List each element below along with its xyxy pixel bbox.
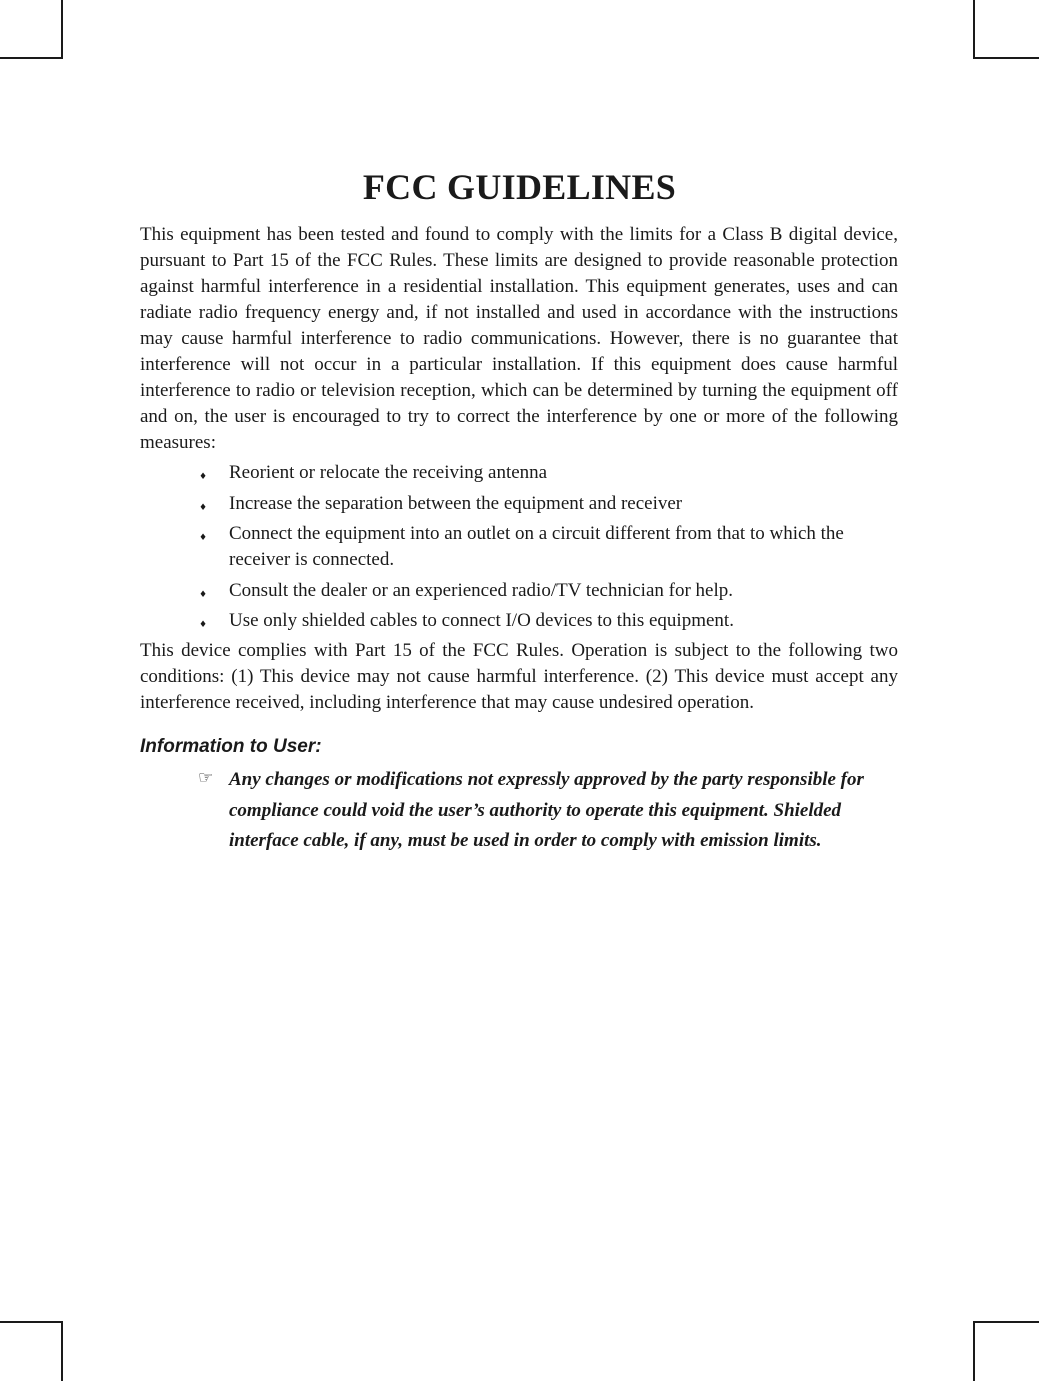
page-title: FCC GUIDELINES [362, 167, 677, 207]
crop-mark-bottom-right-horizontal [973, 1321, 1039, 1323]
list-item-text: Connect the equipment into an outlet on a circuit different from that to which the receiver is connected. [229, 523, 844, 570]
list-item-text: Reorient or relocate the receiving antenna [229, 462, 548, 483]
compliance-paragraph: This device complies with Part 15 of the FCC Rules. Operation is subject to the following two conditions: (1) This device may not cause harmful interference. (2) This device must accept any interference received, including interference that may cause undesired operation. [140, 640, 898, 713]
measures-list [140, 460, 898, 634]
info-heading: Information to User: [140, 736, 322, 757]
crop-mark-bottom-left-horizontal [0, 1321, 63, 1323]
list-item [140, 608, 898, 634]
list-item [140, 578, 898, 604]
crop-mark-top-right-vertical [973, 0, 975, 59]
info-notice-text: Any changes or modifications not expressly approved by the party responsible for compliance could void the user’s authority to operate this equipment. Shielded interface cable, if any, must be used in order to comply with emission limits. [229, 769, 864, 851]
document-body [140, 222, 898, 857]
list-item [140, 460, 898, 486]
crop-mark-top-right-horizontal [973, 57, 1039, 59]
crop-mark-bottom-left-vertical [61, 1321, 63, 1381]
diamond-bullet-icon: ♦ [199, 620, 208, 630]
info-notice [140, 765, 898, 857]
list-item-text: Consult the dealer or an experienced radio/TV technician for help. [229, 579, 734, 601]
list-item [140, 491, 898, 517]
list-item-text: Increase the separation between the equipment and receiver [229, 492, 683, 514]
diamond-bullet-icon: ♦ [199, 589, 208, 600]
intro-paragraph: This equipment has been tested and found to comply with the limits for a Class B digital device, pursuant to Part 15 of the FCC Rules. These limits are designed to provide reasonable protection against harmful interference in a residential installation. This equipment generates, uses and can radiate radio frequency energy and, if not installed and used in accordance with the instructions may cause harmful interference to radio communications. However, there is no guarantee that interference will not occur in a particular installation. If this equipment does cause harmful interference to radio or television reception, which can be determined by turning the equipment off and on, the user is encouraged to try to correct the interference by one or more of the following measures: [140, 224, 898, 453]
pointing-hand-icon: ☞ [198, 768, 214, 788]
list-item-text: Use only shielded cables to connect I/O devices to this equipment. [229, 610, 734, 631]
crop-mark-bottom-right-vertical [973, 1321, 975, 1381]
crop-mark-top-left-vertical [61, 0, 63, 59]
diamond-bullet-icon: ♦ [199, 533, 208, 543]
list-item [140, 521, 898, 573]
diamond-bullet-icon: ♦ [199, 472, 208, 482]
crop-mark-top-left-horizontal [0, 57, 63, 59]
diamond-bullet-icon: ♦ [199, 502, 208, 513]
